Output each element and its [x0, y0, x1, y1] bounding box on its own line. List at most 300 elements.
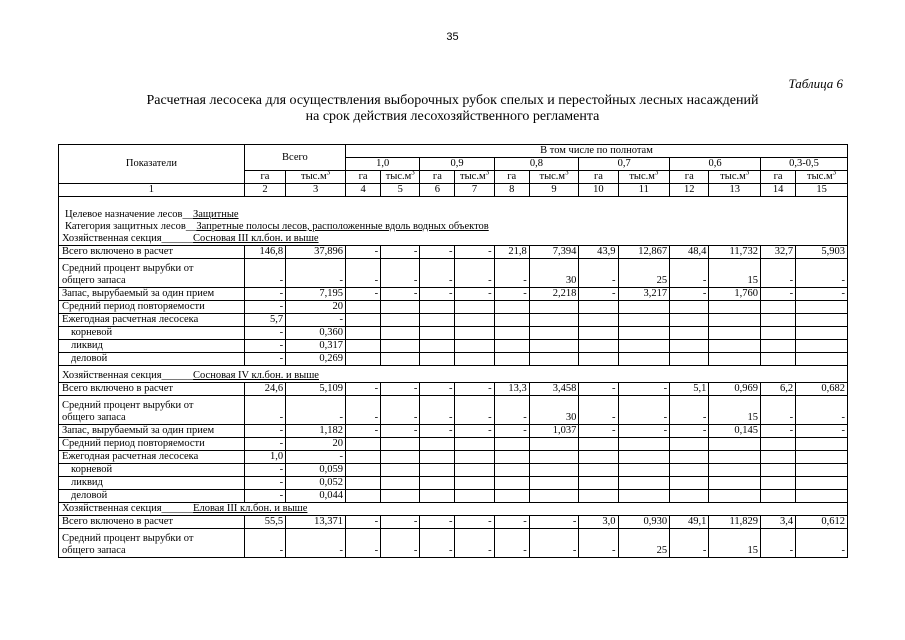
empty-cell — [670, 477, 709, 490]
empty-cell — [709, 340, 761, 353]
row-value: - — [286, 314, 346, 327]
spacer-row — [59, 197, 848, 210]
row-value: 0,059 — [286, 464, 346, 477]
row-value: 3,4 — [761, 516, 796, 529]
row-value: - — [618, 396, 670, 425]
empty-cell — [761, 477, 796, 490]
row-value: - — [455, 425, 494, 438]
row-value: - — [796, 529, 848, 558]
empty-cell — [796, 438, 848, 451]
row-value: - — [244, 438, 285, 451]
column-number: 2 — [244, 184, 285, 197]
empty-cell — [670, 464, 709, 477]
row-label: Ежегодная расчетная лесосека — [59, 451, 245, 464]
table-row — [59, 451, 848, 464]
title-line-1: Расчетная лесосека для осуществления выборочных рубок спелых и перестойных лесных насаждений — [146, 93, 759, 108]
empty-cell — [529, 314, 579, 327]
empty-cell — [529, 464, 579, 477]
empty-cell — [761, 464, 796, 477]
empty-cell — [346, 314, 381, 327]
header-density: 0,3-0,5 — [761, 158, 848, 171]
empty-cell — [529, 451, 579, 464]
row-label: деловой — [59, 353, 245, 366]
row-value: 15 — [709, 396, 761, 425]
spacer-cell — [59, 197, 848, 210]
empty-cell — [579, 340, 618, 353]
empty-cell — [494, 327, 529, 340]
empty-cell — [381, 438, 420, 451]
empty-cell — [381, 301, 420, 314]
empty-cell — [618, 451, 670, 464]
row-value: - — [244, 490, 285, 503]
row-label: ликвид — [59, 340, 245, 353]
row-value: - — [494, 259, 529, 288]
row-label-line: Средний процент вырубки от — [62, 263, 194, 274]
empty-cell — [579, 314, 618, 327]
row-label-line: общего запаса — [62, 545, 126, 556]
row-value: - — [579, 529, 618, 558]
row-value: 32,7 — [761, 246, 796, 259]
empty-cell — [709, 464, 761, 477]
row-label: Всего включено в расчет — [59, 383, 245, 396]
row-value: 0,612 — [796, 516, 848, 529]
row-value: 3,0 — [579, 516, 618, 529]
row-value: 11,829 — [709, 516, 761, 529]
empty-cell — [420, 340, 455, 353]
row-value: - — [420, 383, 455, 396]
column-number: 15 — [796, 184, 848, 197]
row-value: - — [244, 477, 285, 490]
row-value: 12,867 — [618, 246, 670, 259]
unit-ha: га — [761, 171, 796, 184]
row-label: корневой — [59, 327, 245, 340]
row-value: 0,682 — [796, 383, 848, 396]
row-value: 6,2 — [761, 383, 796, 396]
empty-cell — [381, 340, 420, 353]
empty-cell — [420, 301, 455, 314]
row-value: 30 — [529, 396, 579, 425]
empty-cell — [709, 438, 761, 451]
row-value: - — [761, 529, 796, 558]
row-value: - — [244, 464, 285, 477]
table-row — [59, 246, 848, 259]
empty-cell — [796, 490, 848, 503]
empty-cell — [579, 464, 618, 477]
row-value: 25 — [618, 259, 670, 288]
empty-cell — [796, 301, 848, 314]
empty-cell — [670, 438, 709, 451]
empty-cell — [796, 477, 848, 490]
empty-cell — [529, 301, 579, 314]
empty-cell — [420, 438, 455, 451]
column-number: 10 — [579, 184, 618, 197]
row-value: - — [381, 396, 420, 425]
row-value: - — [529, 516, 579, 529]
row-value: - — [618, 425, 670, 438]
table-label: Таблица 6 — [788, 76, 843, 91]
empty-cell — [455, 490, 494, 503]
empty-cell — [579, 438, 618, 451]
row-value: 48,4 — [670, 246, 709, 259]
row-value: - — [455, 516, 494, 529]
section-label: Хозяйственная секция — [62, 503, 162, 514]
row-value: - — [670, 529, 709, 558]
empty-cell — [494, 490, 529, 503]
row-label: деловой — [59, 490, 245, 503]
table-row — [59, 464, 848, 477]
table-row — [59, 529, 848, 558]
empty-cell — [618, 464, 670, 477]
unit-ha: га — [420, 171, 455, 184]
table-row — [59, 516, 848, 529]
empty-cell — [346, 353, 381, 366]
row-label-line: общего запаса — [62, 412, 126, 423]
row-value: 24,6 — [244, 383, 285, 396]
table-row — [59, 425, 848, 438]
row-value: 5,1 — [670, 383, 709, 396]
empty-cell — [761, 353, 796, 366]
empty-cell — [455, 340, 494, 353]
section-row — [59, 370, 848, 383]
column-number: 3 — [286, 184, 346, 197]
row-label — [59, 396, 245, 425]
row-value: - — [494, 529, 529, 558]
row-value: - — [420, 259, 455, 288]
empty-cell — [618, 340, 670, 353]
table-row — [59, 490, 848, 503]
unit-ha: га — [579, 171, 618, 184]
empty-cell — [618, 353, 670, 366]
empty-cell — [494, 438, 529, 451]
row-value: - — [381, 383, 420, 396]
row-value: - — [494, 396, 529, 425]
empty-cell — [420, 353, 455, 366]
unit-km3: $тыс.м^3$ — [796, 171, 848, 184]
unit-km3: $тыс.м^3$ — [286, 171, 346, 184]
row-value: - — [244, 301, 285, 314]
row-value: - — [761, 425, 796, 438]
section-row — [59, 503, 848, 516]
row-value: - — [796, 259, 848, 288]
unit-km3: $тыс.м^3$ — [618, 171, 670, 184]
empty-cell — [381, 327, 420, 340]
purpose-value: Защитные — [192, 209, 239, 220]
category-value: Запретные полосы лесов, расположенные вдоль водных объектов — [196, 221, 489, 232]
row-value: - — [381, 529, 420, 558]
unit-km3: $тыс.м^3$ — [709, 171, 761, 184]
empty-cell — [455, 327, 494, 340]
row-value: - — [346, 288, 381, 301]
empty-cell — [761, 490, 796, 503]
empty-cell — [579, 327, 618, 340]
row-value: - — [579, 288, 618, 301]
row-value: - — [455, 246, 494, 259]
row-value: - — [244, 288, 285, 301]
row-value: - — [670, 288, 709, 301]
row-value: 0,930 — [618, 516, 670, 529]
empty-cell — [381, 490, 420, 503]
row-value: - — [286, 451, 346, 464]
row-value: 0,360 — [286, 327, 346, 340]
empty-cell — [494, 340, 529, 353]
empty-cell — [796, 327, 848, 340]
empty-cell — [670, 327, 709, 340]
empty-cell — [381, 353, 420, 366]
row-label: Запас, вырубаемый за один прием — [59, 425, 245, 438]
row-value: 20 — [286, 438, 346, 451]
empty-cell — [709, 451, 761, 464]
empty-cell — [618, 438, 670, 451]
empty-cell — [529, 477, 579, 490]
row-label: Всего включено в расчет — [59, 516, 245, 529]
row-value: - — [618, 383, 670, 396]
row-value: 20 — [286, 301, 346, 314]
row-value: 1,760 — [709, 288, 761, 301]
empty-cell — [618, 490, 670, 503]
table-row — [59, 340, 848, 353]
empty-cell — [709, 353, 761, 366]
header-total: Всего — [244, 145, 345, 171]
section-header: Хозяйственная секция______Еловая III кл.бон. и выше — [59, 503, 848, 516]
section-value: Еловая III кл.бон. и выше — [193, 503, 308, 514]
empty-cell — [420, 314, 455, 327]
empty-cell — [494, 301, 529, 314]
table-row — [59, 477, 848, 490]
row-value: 0,044 — [286, 490, 346, 503]
row-value: 13,371 — [286, 516, 346, 529]
row-value: - — [670, 259, 709, 288]
row-label-line: общего запаса — [62, 275, 126, 286]
empty-cell — [346, 477, 381, 490]
header-indicators: Показатели — [59, 145, 245, 184]
row-value: - — [455, 259, 494, 288]
row-value: 7,394 — [529, 246, 579, 259]
row-label-line: Средний процент вырубки от — [62, 400, 194, 411]
table-row — [59, 353, 848, 366]
row-value: - — [244, 396, 285, 425]
row-value: - — [244, 529, 285, 558]
section-row — [59, 233, 848, 246]
row-value: - — [494, 516, 529, 529]
page-title — [0, 93, 905, 125]
row-value: - — [796, 288, 848, 301]
empty-cell — [346, 464, 381, 477]
empty-cell — [618, 301, 670, 314]
row-value: 1,0 — [244, 451, 285, 464]
column-number: 6 — [420, 184, 455, 197]
empty-cell — [346, 301, 381, 314]
unit-km3: $тыс.м^3$ — [381, 171, 420, 184]
row-value: - — [579, 259, 618, 288]
row-value: - — [286, 259, 346, 288]
column-number: 5 — [381, 184, 420, 197]
row-label: корневой — [59, 464, 245, 477]
row-label: Средний период повторяемости — [59, 301, 245, 314]
empty-cell — [579, 353, 618, 366]
row-value: - — [579, 383, 618, 396]
empty-cell — [346, 327, 381, 340]
table-row — [59, 259, 848, 288]
empty-cell — [618, 477, 670, 490]
row-value: - — [381, 246, 420, 259]
row-value: - — [244, 259, 285, 288]
column-number: 9 — [529, 184, 579, 197]
table-row — [59, 327, 848, 340]
empty-cell — [346, 451, 381, 464]
row-value: - — [761, 259, 796, 288]
empty-cell — [381, 477, 420, 490]
purpose-label: Целевое назначение лесов — [65, 209, 183, 220]
row-value: 0,269 — [286, 353, 346, 366]
table-row — [59, 301, 848, 314]
column-number: 14 — [761, 184, 796, 197]
row-value: - — [455, 288, 494, 301]
empty-cell — [494, 477, 529, 490]
unit-km3: $тыс.м^3$ — [529, 171, 579, 184]
empty-cell — [709, 490, 761, 503]
row-value: - — [420, 529, 455, 558]
empty-cell — [529, 353, 579, 366]
column-number: 1 — [59, 184, 245, 197]
empty-cell — [761, 314, 796, 327]
unit-km3: $тыс.м^3$ — [455, 171, 494, 184]
row-value: - — [346, 259, 381, 288]
empty-cell — [346, 490, 381, 503]
row-value: - — [761, 396, 796, 425]
header-density: 0,8 — [494, 158, 579, 171]
category-label: Категория защитных лесов — [65, 221, 186, 232]
empty-cell — [420, 451, 455, 464]
row-value: - — [346, 425, 381, 438]
row-label: Ежегодная расчетная лесосека — [59, 314, 245, 327]
cutting-area-table — [58, 144, 848, 558]
empty-cell — [761, 340, 796, 353]
row-value: 43,9 — [579, 246, 618, 259]
header-density: 0,9 — [420, 158, 494, 171]
row-value: 1,182 — [286, 425, 346, 438]
category-cell: Категория защитных лесов__Запретные полосы лесов, расположенные вдоль водных объектов — [59, 221, 848, 233]
empty-cell — [529, 340, 579, 353]
row-value: - — [579, 425, 618, 438]
row-value: - — [346, 246, 381, 259]
empty-cell — [579, 301, 618, 314]
row-value: 21,8 — [494, 246, 529, 259]
empty-cell — [455, 438, 494, 451]
empty-cell — [529, 327, 579, 340]
page-number: 35 — [446, 31, 459, 43]
row-value: 13,3 — [494, 383, 529, 396]
row-value: 5,903 — [796, 246, 848, 259]
row-value: - — [455, 383, 494, 396]
empty-cell — [494, 314, 529, 327]
column-number: 11 — [618, 184, 670, 197]
row-value: 49,1 — [670, 516, 709, 529]
row-value: 5,109 — [286, 383, 346, 396]
empty-cell — [709, 314, 761, 327]
row-value: - — [494, 288, 529, 301]
empty-cell — [455, 451, 494, 464]
unit-ha: га — [494, 171, 529, 184]
table-row — [59, 288, 848, 301]
row-label: Запас, вырубаемый за один прием — [59, 288, 245, 301]
column-number: 4 — [346, 184, 381, 197]
empty-cell — [455, 464, 494, 477]
table-row — [59, 383, 848, 396]
row-value: 3,217 — [618, 288, 670, 301]
row-value: 7,195 — [286, 288, 346, 301]
empty-cell — [455, 314, 494, 327]
row-value: - — [670, 425, 709, 438]
header-incl: В том числе по полнотам — [346, 145, 848, 158]
empty-cell — [494, 451, 529, 464]
row-value: - — [494, 425, 529, 438]
header-density: 0,6 — [670, 158, 761, 171]
row-value: - — [796, 425, 848, 438]
empty-cell — [420, 477, 455, 490]
empty-cell — [670, 353, 709, 366]
row-value: - — [579, 396, 618, 425]
section-label: Хозяйственная секция — [62, 370, 162, 381]
unit-ha: га — [244, 171, 285, 184]
empty-cell — [494, 353, 529, 366]
section-header: Хозяйственная секция______Сосновая IV кл.бон. и выше — [59, 370, 848, 383]
purpose-row — [59, 209, 848, 221]
empty-cell — [761, 301, 796, 314]
row-value: 1,037 — [529, 425, 579, 438]
empty-cell — [670, 314, 709, 327]
row-value: - — [381, 516, 420, 529]
empty-cell — [670, 340, 709, 353]
header-density: 1,0 — [346, 158, 420, 171]
row-value: - — [796, 396, 848, 425]
row-value: - — [346, 383, 381, 396]
row-value: 3,458 — [529, 383, 579, 396]
row-value: 0,969 — [709, 383, 761, 396]
row-value: - — [346, 529, 381, 558]
empty-cell — [420, 327, 455, 340]
empty-cell — [579, 477, 618, 490]
empty-cell — [709, 477, 761, 490]
row-value: 15 — [709, 259, 761, 288]
empty-cell — [761, 438, 796, 451]
row-value: - — [670, 396, 709, 425]
empty-cell — [709, 327, 761, 340]
empty-cell — [761, 451, 796, 464]
empty-cell — [346, 340, 381, 353]
empty-cell — [670, 451, 709, 464]
table-row — [59, 314, 848, 327]
section-value: Сосновая IV кл.бон. и выше — [193, 370, 319, 381]
empty-cell — [618, 314, 670, 327]
empty-cell — [455, 477, 494, 490]
empty-cell — [796, 464, 848, 477]
empty-cell — [346, 438, 381, 451]
empty-cell — [420, 464, 455, 477]
row-value: 146,8 — [244, 246, 285, 259]
row-label: ликвид — [59, 477, 245, 490]
empty-cell — [381, 464, 420, 477]
row-value: 37,896 — [286, 246, 346, 259]
empty-cell — [670, 301, 709, 314]
table-row — [59, 396, 848, 425]
row-value: 0,052 — [286, 477, 346, 490]
row-value: - — [420, 516, 455, 529]
empty-cell — [796, 353, 848, 366]
row-value: - — [761, 288, 796, 301]
row-value: - — [381, 259, 420, 288]
row-value: - — [420, 396, 455, 425]
empty-cell — [455, 353, 494, 366]
